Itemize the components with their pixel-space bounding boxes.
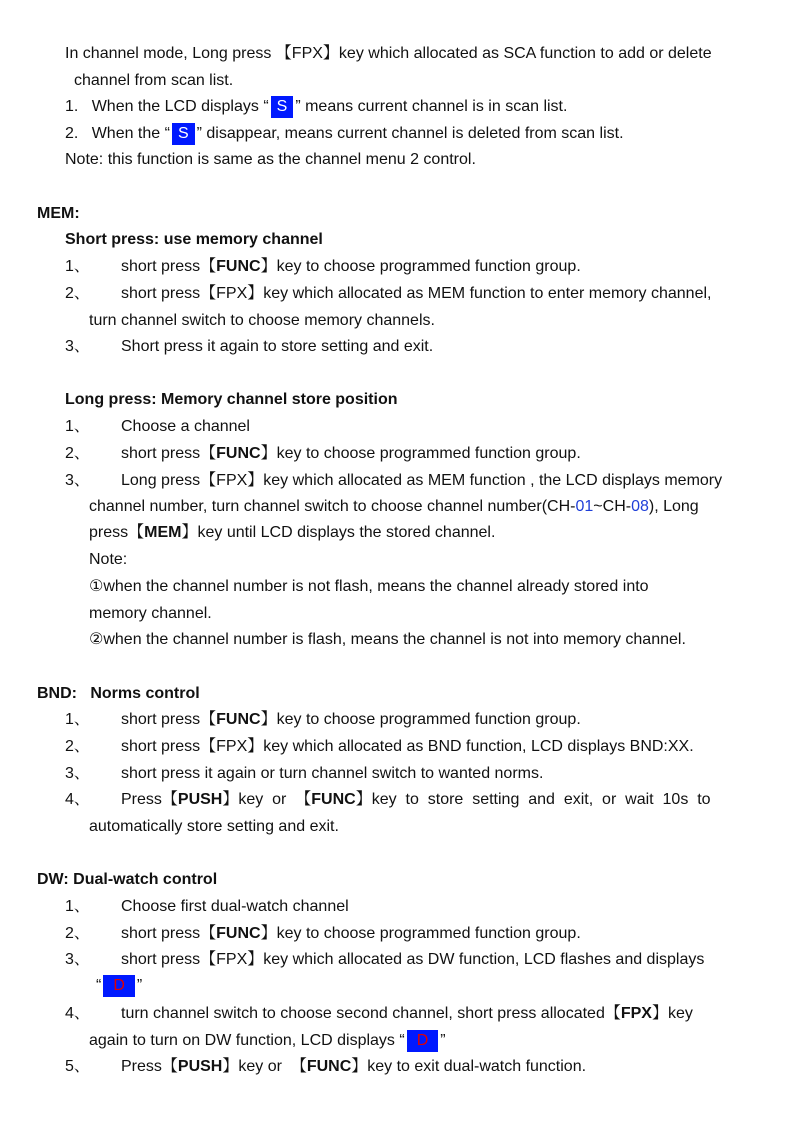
mem-short-step-2: short press【FPX】key which allocated as MEM function to enter memory channel,	[121, 285, 712, 302]
mem-long-step-1-number: 1、	[65, 418, 90, 435]
channel-range-separator: ~CH-	[593, 498, 632, 515]
bnd-step-4-text-c: 】key to store setting and exit, or wait 10s to	[355, 791, 711, 808]
mem-long-step-3-number: 3、	[65, 472, 90, 489]
channel-end-number: 08	[631, 498, 649, 515]
bnd-step-1-number: 1、	[65, 711, 90, 728]
bnd-step-2: short press【FPX】key which allocated as BND function, LCD displays BND:XX.	[121, 738, 694, 755]
dw-step-5	[121, 1057, 586, 1077]
scan-intro-line2: channel from scan list.	[74, 72, 234, 89]
scan-item-1	[65, 96, 567, 118]
dw-step-5-text-a: Press【	[121, 1058, 178, 1075]
scan-item-2	[65, 123, 624, 145]
dw-step-1-number: 1、	[65, 898, 90, 915]
scan-s-indicator: S	[271, 96, 294, 118]
bnd-step-3: short press it again or turn channel switch to wanted norms.	[121, 765, 544, 782]
mem-long-step-2-text-b: 】key to choose programmed function group.	[260, 445, 581, 462]
mem-long-step-3-cont-a: channel number, turn channel switch to choose channel number(CH-	[89, 498, 576, 515]
mem-long-step-3-cont	[89, 497, 699, 517]
mem-short-step-1-text-a: short press【	[121, 258, 217, 275]
dw-step-1: Choose first dual-watch channel	[121, 898, 349, 915]
dw-open-quote: “	[96, 977, 102, 995]
mem-long-step-1: Choose a channel	[121, 418, 250, 435]
bnd-heading: BND: Norms control	[37, 685, 200, 702]
scan-item-2-number: 2.	[65, 125, 79, 143]
mem-note-2: ②when the channel number is flash, means the channel is not into memory channel.	[89, 631, 686, 648]
dw-step-4	[121, 1004, 693, 1024]
bnd-step-1-text-a: short press【	[121, 711, 217, 728]
bnd-step-1-text-b: 】key to choose programmed function group.	[260, 711, 581, 728]
mem-note-label: Note:	[89, 551, 128, 568]
dw-step-2-text-b: 】key to choose programmed function group.	[260, 925, 581, 942]
dw-step-4-cont	[89, 1030, 446, 1052]
mem-long-step-3-rest: 】key until LCD displays the stored channel.	[181, 524, 496, 541]
push-key-label: PUSH	[177, 1058, 223, 1075]
mem-short-step-1-text-b: 】key to choose programmed function group.	[260, 258, 581, 275]
mem-long-step-3: Long press【FPX】key which allocated as MEM function , the LCD displays memory	[121, 472, 723, 489]
mem-heading: MEM:	[37, 205, 80, 222]
scan-item-1-text-a: When the LCD displays “	[91, 98, 269, 116]
scan-item-2-text-b: ” disappear, means current channel is deleted from scan list.	[196, 125, 624, 143]
func-key-label: FUNC	[306, 1058, 352, 1075]
dw-step-4-cont-b: ”	[440, 1032, 446, 1050]
dw-step-3-number: 3、	[65, 951, 90, 968]
func-key-label: FUNC	[216, 258, 261, 275]
dw-step-2	[121, 924, 581, 944]
mem-long-step-2-number: 2、	[65, 445, 90, 462]
bnd-step-1	[121, 710, 581, 730]
dw-step-3-indicator	[96, 975, 142, 997]
mem-short-step-1	[121, 257, 581, 277]
func-key-label: FUNC	[216, 445, 261, 462]
mem-short-step-3: Short press it again to store setting and exit.	[121, 338, 434, 355]
dw-heading: DW: Dual-watch control	[37, 871, 218, 888]
func-key-label: FUNC	[216, 925, 261, 942]
scan-note: Note: this function is same as the channel menu 2 control.	[65, 151, 476, 168]
bnd-step-2-number: 2、	[65, 738, 90, 755]
mem-long-step-2	[121, 444, 581, 464]
mem-key-label: MEM	[144, 524, 182, 541]
scan-item-2-text-a: When the “	[91, 125, 170, 143]
dw-step-4-cont-a: again to turn on DW function, LCD displays “	[89, 1032, 405, 1050]
mem-short-step-3-number: 3、	[65, 338, 90, 355]
dw-step-5-text-c: 】key to exit dual-watch function.	[351, 1058, 587, 1075]
scan-s-indicator-2: S	[172, 123, 195, 145]
mem-note-1: ①when the channel number is not flash, means the channel already stored into	[89, 578, 649, 595]
mem-note-1-cont: memory channel.	[89, 605, 212, 622]
dw-d-indicator-2: D	[407, 1030, 439, 1052]
fpx-key-label: FPX	[620, 1005, 652, 1022]
func-key-label: FUNC	[311, 791, 356, 808]
mem-press-text: press【	[89, 524, 145, 541]
bnd-step-4-cont: automatically store setting and exit.	[89, 818, 339, 835]
bnd-step-4	[121, 790, 711, 810]
scan-item-1-number: 1.	[65, 98, 79, 116]
bnd-step-4-number: 4、	[65, 791, 90, 808]
mem-long-heading: Long press: Memory channel store position	[65, 391, 398, 408]
dw-step-2-number: 2、	[65, 925, 90, 942]
mem-short-heading: Short press: use memory channel	[65, 231, 323, 248]
dw-step-4-number: 4、	[65, 1005, 90, 1022]
func-key-label: FUNC	[216, 711, 261, 728]
mem-short-step-2-number: 2、	[65, 285, 90, 302]
push-key-label: PUSH	[177, 791, 223, 808]
mem-long-step-3-cont-b: ), Long	[648, 498, 699, 515]
mem-short-step-2-cont: turn channel switch to choose memory channels.	[89, 312, 435, 329]
dw-step-4-text-a: turn channel switch to choose second channel, short press allocated【	[121, 1005, 621, 1022]
dw-step-5-number: 5、	[65, 1058, 90, 1075]
bnd-step-4-text-a: Press【	[121, 791, 178, 808]
bnd-step-3-number: 3、	[65, 765, 90, 782]
dw-d-indicator: D	[103, 975, 135, 997]
dw-step-2-text-a: short press【	[121, 925, 217, 942]
dw-step-4-text-b: 】key	[651, 1005, 693, 1022]
mem-long-step-2-text-a: short press【	[121, 445, 217, 462]
dw-step-3: short press【FPX】key which allocated as DW function, LCD flashes and displays	[121, 951, 705, 968]
scan-intro-line1: In channel mode, Long press 【FPX】key which allocated as SCA function to add or delete	[65, 45, 712, 62]
scan-item-1-text-b: ” means current channel is in scan list.	[295, 98, 568, 116]
dw-close-quote: ”	[136, 977, 143, 995]
dw-step-5-text-b: 】key or 【	[222, 1058, 307, 1075]
mem-short-step-1-number: 1、	[65, 258, 90, 275]
channel-start-number: 01	[575, 498, 594, 515]
bnd-step-4-text-b: 】key or 【	[222, 791, 312, 808]
mem-long-step-3-cont2	[89, 523, 495, 543]
